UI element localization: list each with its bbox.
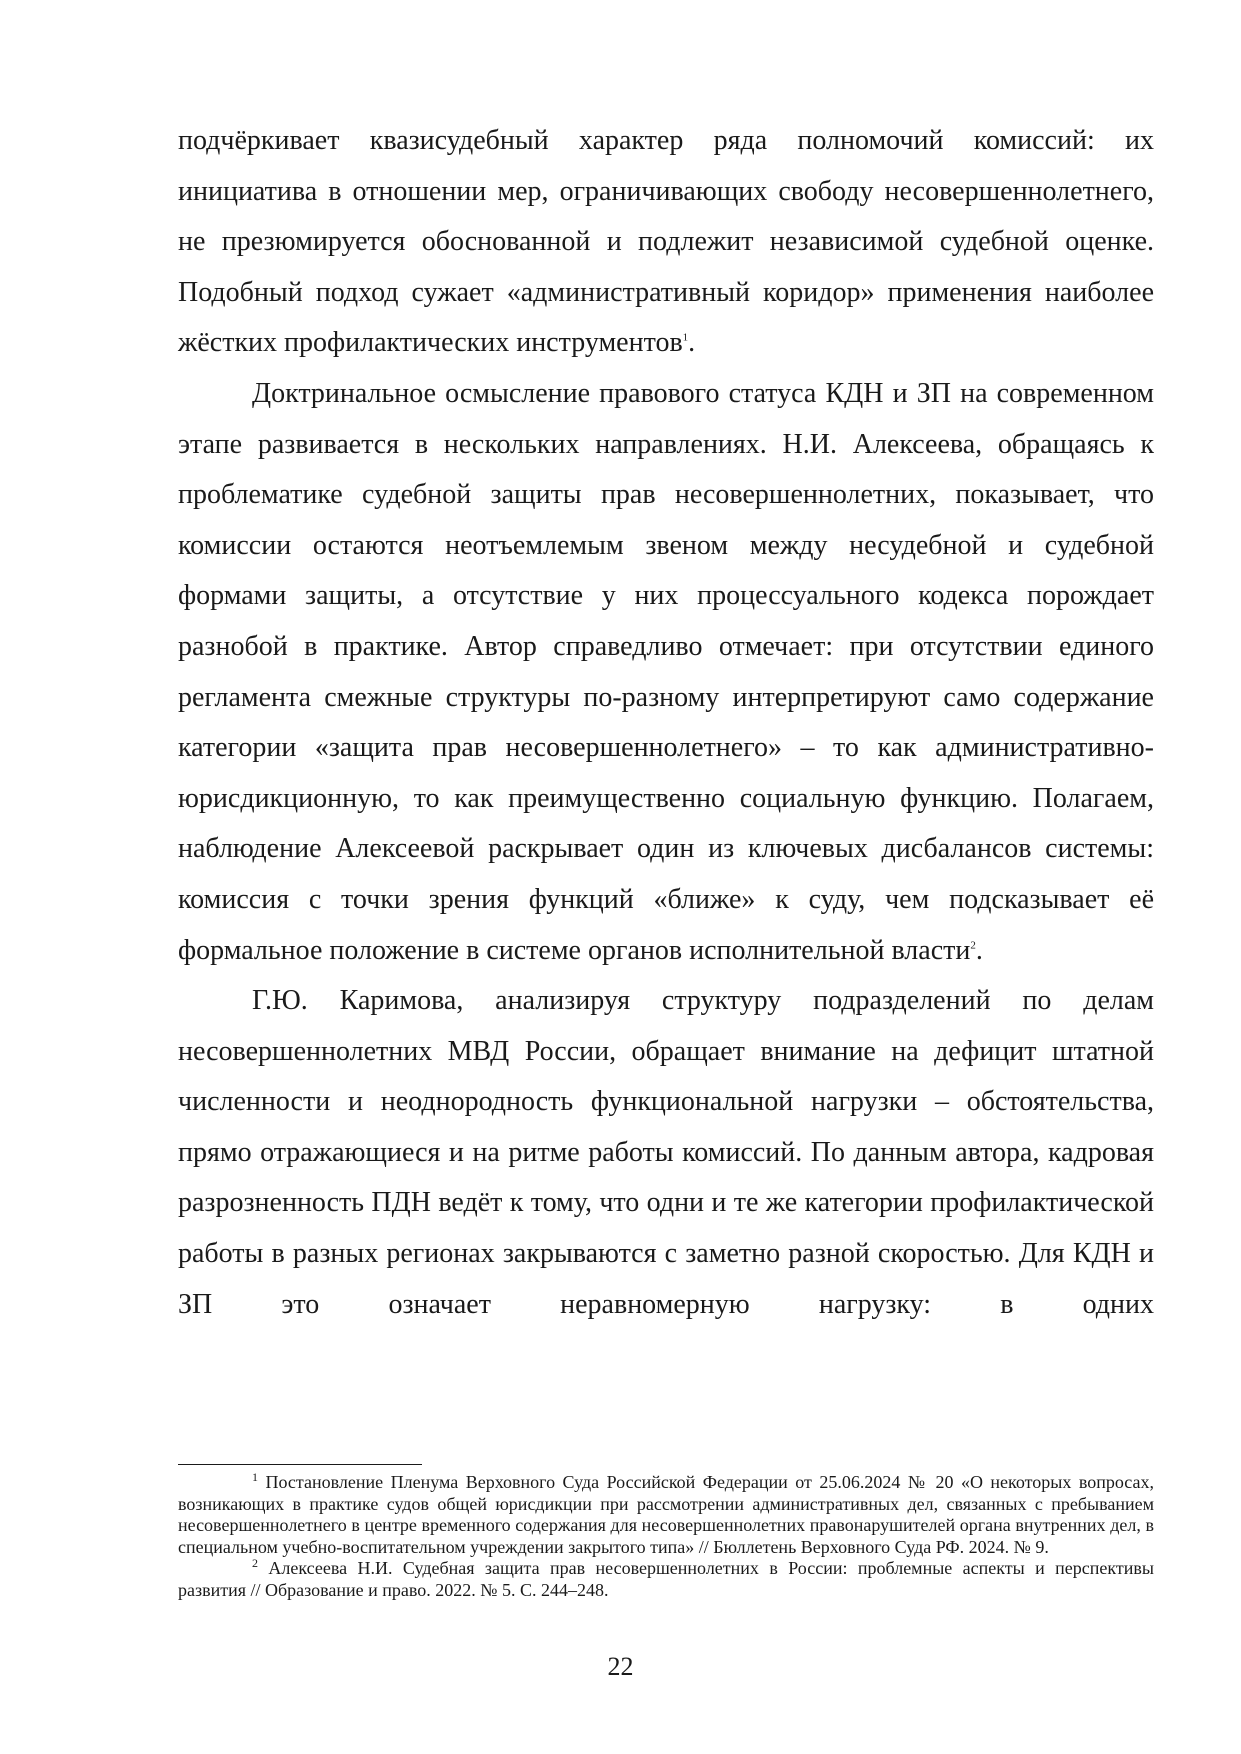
footnotes bbox=[178, 1472, 1154, 1602]
paragraph-2-end: . bbox=[975, 934, 983, 966]
paragraph-3 bbox=[178, 976, 1154, 1330]
footnote-separator bbox=[178, 1464, 422, 1465]
footnote-mark-2: 2 bbox=[252, 1556, 258, 1571]
footnote-ref-2[interactable]: 2 bbox=[970, 939, 976, 952]
paragraph-2-text: Доктринальное осмысление правового статуса КДН и ЗП на современном этапе развивается в нескольких направлениях. Н.И. Алексеева, обращаясь к проблематике судебной защиты прав несовершеннолетних, показывает, что комиссии остаются неотъемлемым звеном между несудебной и судебной формами защиты, а отсутствие у них процессуального кодекса порождает разнобой в практике. Автор справедливо отмечает: при отсутствии единого регламента смежные структуры по-разному интерпретируют само содержание категории «защита прав несовершеннолетнего» – то как административно-юрисдикционную, то как преимущественно социальную функцию. Полагаем, наблюдение Алексеевой раскрывает один из ключевых дисбалансов системы: комиссия с точки зрения функций «ближе» к суду, чем подсказывает её формальное положение в системе органов исполнительной власти bbox=[178, 377, 1154, 966]
footnote-mark-1: 1 bbox=[252, 1470, 258, 1484]
paragraph-2 bbox=[178, 369, 1154, 976]
paragraph-1-end: . bbox=[688, 327, 696, 359]
footnote-1 bbox=[178, 1472, 1154, 1558]
paragraph-1-text: подчёркивает квазисудебный характер ряда полномочий комиссий: их инициатива в отношении мер, ограничивающих свободу несовершеннолетнего, не презюмируется обоснованной и подлежит независимой судебной оценке. Подобный подход сужает «административный коридор» применения наиболее жёстких профилактических инструментов bbox=[178, 125, 1154, 359]
footnote-2 bbox=[178, 1558, 1154, 1601]
footnote-2-text: Алексеева Н.И. Судебная защита прав несовершеннолетних в России: проблемные аспекты и перспективы развития // Образование и право. 2022. № 5. С. 244–248. bbox=[178, 1558, 1155, 1600]
footnote-1-text: Постановление Пленума Верховного Суда Российской Федерации от 25.06.2024 № 20 «О некоторых вопросах, возникающих в практике судов общей юрисдикции при рассмотрении административных дел, связанных с пребыванием несовершеннолетнего в центре временного содержания для несовершеннолетних правонарушителей органа внутренних дел, в специальном учебно-воспитательном учреждении закрытого типа» // Бюллетень Верховного Суда РФ. 2024. № 9. bbox=[178, 1472, 1154, 1557]
paragraph-1 bbox=[178, 116, 1154, 369]
paragraph-3-text: Г.Ю. Каримова, анализируя структуру подразделений по делам несовершеннолетних МВД России, обращает внимание на дефицит штатной численности и неоднородность функциональной нагрузки – обстоятельства, прямо отражающиеся и на ритме работы комиссий. По данным автора, кадровая разрозненность ПДН ведёт к тому, что одни и те же категории профилактической работы в разных регионах закрываются с заметно разной скоростью. Для КДН и ЗП это означает неравномерную нагрузку: в одних bbox=[178, 985, 1154, 1320]
body-text bbox=[178, 116, 1154, 1330]
footnote-ref-1[interactable]: 1 bbox=[682, 332, 689, 345]
page-number: 22 bbox=[607, 1652, 634, 1681]
